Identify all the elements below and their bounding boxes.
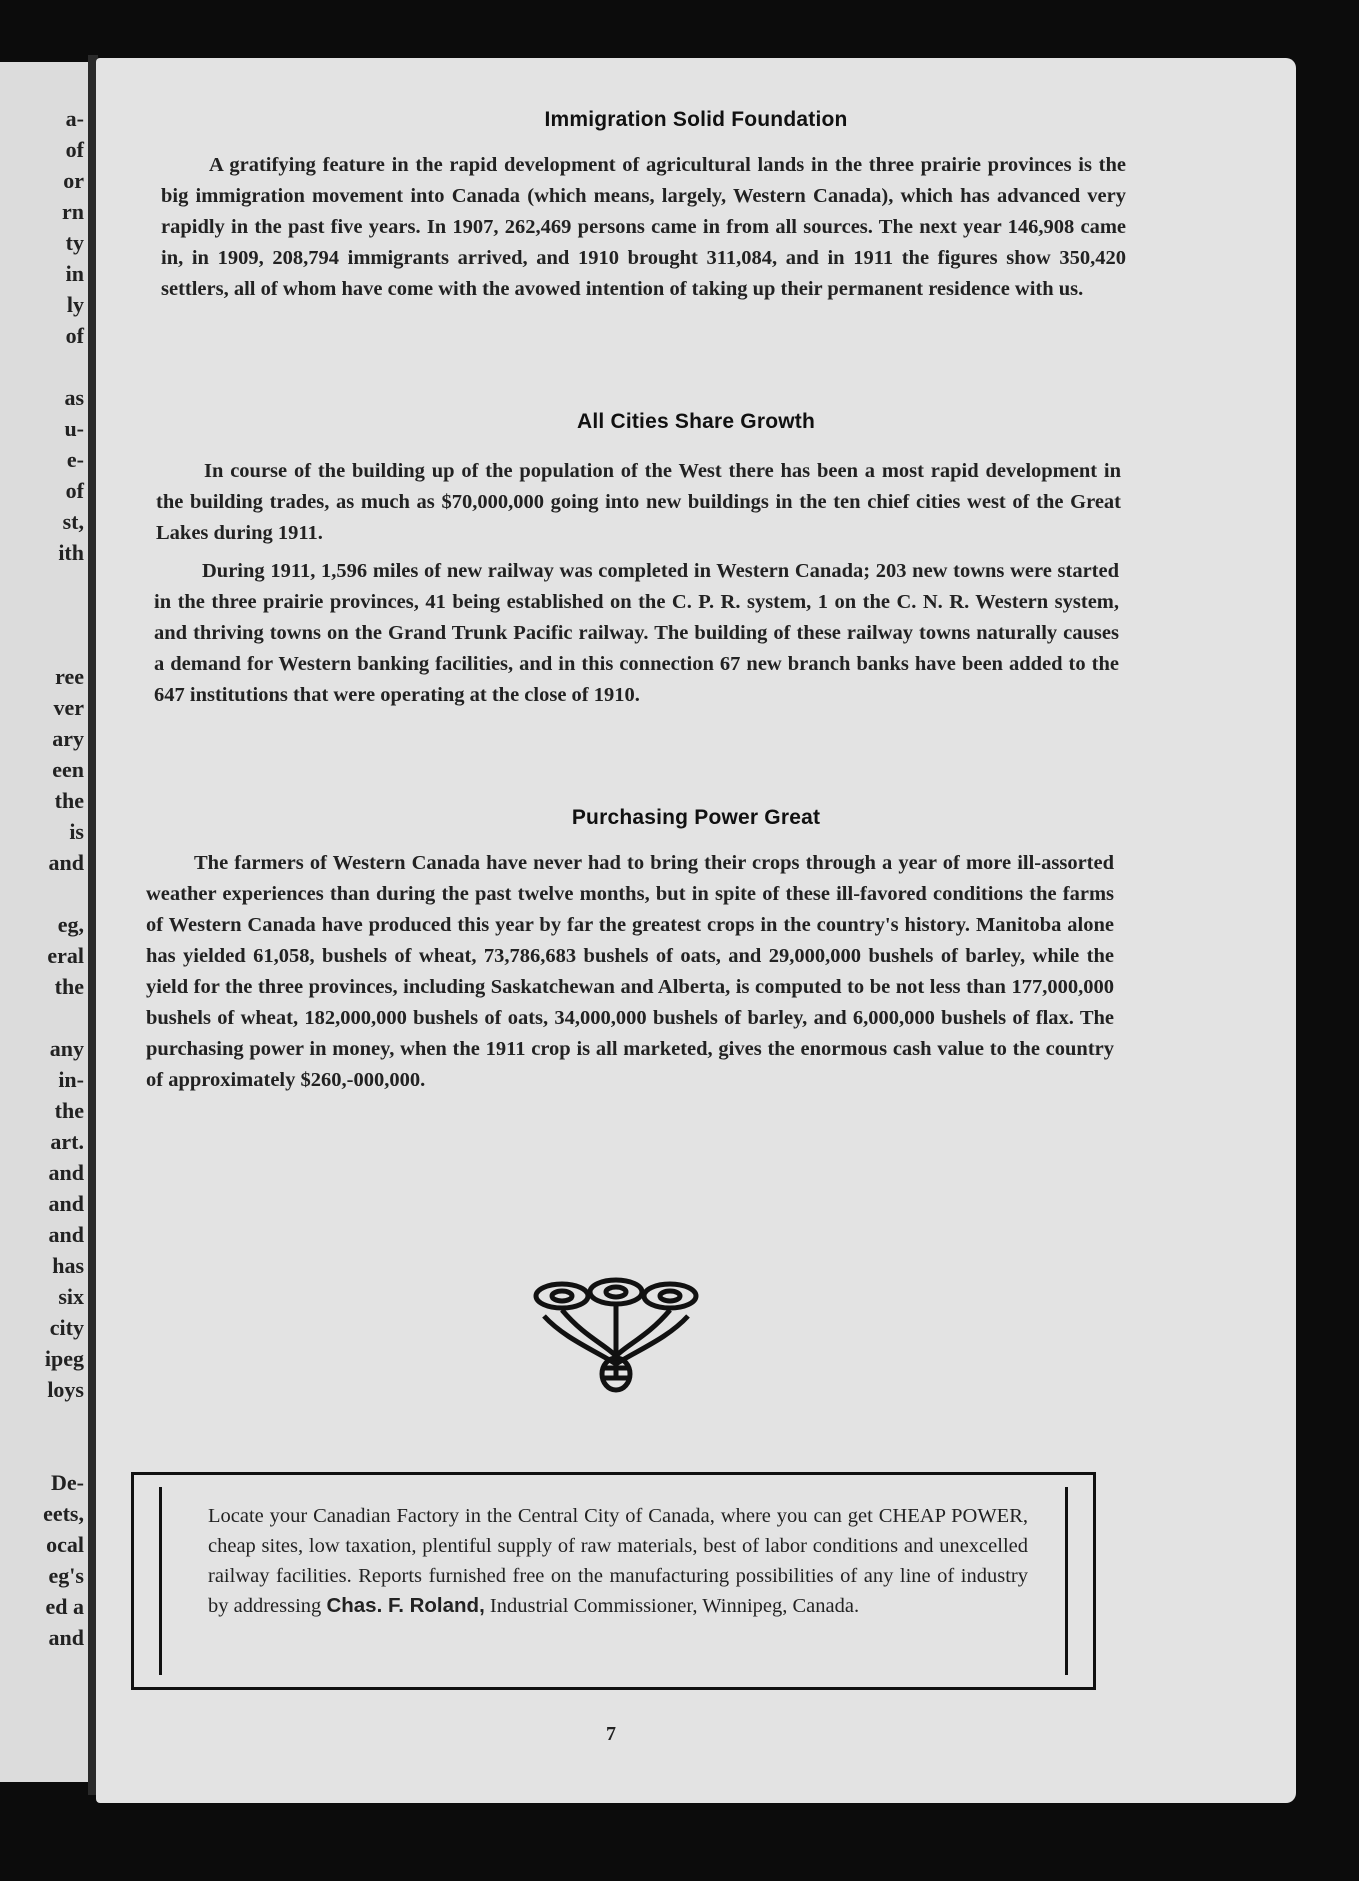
facing-page-fragment: een xyxy=(52,757,84,782)
facing-page-fragment: De- xyxy=(51,1470,84,1495)
paragraph-building-trades: In course of the building up of the population of the West there has been a most rapid development in the building trades, as much as $70,000,000 going into new buildings in the ten chief cities west of the Great Lakes during 1911. xyxy=(156,460,1121,544)
advertisement-box xyxy=(131,1472,1096,1690)
page xyxy=(96,58,1296,1803)
facing-page-fragment: any xyxy=(49,1036,84,1061)
page-number: 7 xyxy=(606,1723,616,1745)
facing-page-fragment: of xyxy=(65,137,84,162)
facing-page-fragment: ver xyxy=(53,695,84,720)
facing-page-fragment: of xyxy=(65,323,84,348)
facing-page-fragment: the xyxy=(54,1098,84,1123)
facing-page-fragment: ipeg xyxy=(44,1346,84,1371)
facing-page-fragment: of xyxy=(65,478,84,503)
facing-page xyxy=(0,62,92,1782)
facing-page-fragment: city xyxy=(49,1315,84,1340)
facing-page-fragment: e- xyxy=(66,447,84,472)
facing-page-fragment: and xyxy=(48,1222,84,1247)
facing-page-fragment: in- xyxy=(58,1067,84,1092)
facing-page-fragment: the xyxy=(54,788,84,813)
facing-page-fragment: as xyxy=(64,385,84,410)
facing-page-fragment: or xyxy=(63,168,84,193)
facing-page-fragment: and xyxy=(48,1160,84,1185)
facing-page-fragment: ary xyxy=(52,726,84,751)
facing-page-fragment: eets, xyxy=(43,1501,84,1526)
facing-page-fragment: ocal xyxy=(46,1532,84,1557)
facing-page-fragment: ly xyxy=(66,292,84,317)
facing-page-fragment: u- xyxy=(64,416,84,441)
commissioner-name: Chas. F. Roland, xyxy=(326,1594,485,1617)
facing-page-fragment: art. xyxy=(50,1129,84,1154)
facing-page-fragment: is xyxy=(69,819,84,844)
facing-page-fragment: and xyxy=(48,850,84,875)
facing-page-fragment: the xyxy=(54,974,84,999)
facing-page-fragment: st, xyxy=(62,509,84,534)
facing-page-fragment: eg's xyxy=(48,1563,84,1588)
advertisement-text xyxy=(208,1501,1028,1621)
facing-page-fragment: eg, xyxy=(57,912,84,937)
facing-page-fragment: has xyxy=(52,1253,84,1278)
paragraph-immigration: A gratifying feature in the rapid development of agricultural lands in the three prairie provinces is the big immigration movement into Canada (which means, largely, Western Canada), which has advanced very rapidly in the past five years. In 1907, 262,469 persons came in from all sources. The next year 146,908 came in, in 1909, 208,794 immigrants arrived, and 1910 brought 311,084, and in 1911 the figures show 350,420 settlers, all of whom have come with the avowed intention of taking up their permanent residence with us. xyxy=(161,154,1126,300)
heading-purchasing: Purchasing Power Great xyxy=(571,806,821,829)
facing-page-fragment: and xyxy=(48,1625,84,1650)
facing-page-fragment: eral xyxy=(47,943,84,968)
facing-page-fragment: ree xyxy=(55,664,84,689)
facing-page-fragment: ty xyxy=(65,230,84,255)
facing-page-fragment: rn xyxy=(62,199,84,224)
heading-cities: All Cities Share Growth xyxy=(577,410,815,433)
facing-page-fragment: six xyxy=(58,1284,84,1309)
facing-page-fragment: in xyxy=(65,261,84,286)
facing-page-fragment: loys xyxy=(47,1377,84,1402)
facing-page-fragment: ith xyxy=(58,540,84,565)
heading-immigration: Immigration Solid Foundation xyxy=(544,108,848,131)
paragraph-purchasing: The farmers of Western Canada have never had to bring their crops through a year of more ill-assorted weather experiences than during the past twelve months, but in spite of these ill-favored conditions the farms of Western Canada have produced this year by far the greatest crops in the country's history. Manitoba alone has yielded 61,058, bushels of wheat, 73,786,683 bushels of oats, and 29,000,000 bushels of barley, while the yield for the three provinces, including Saskatchewan and Alberta, is computed to be not less than 177,000,000 bushels of wheat, 182,000,000 bushels of oats, 34,000,000 bushels of barley, and 6,000,000 bushels of flax. The purchasing power in money, when the 1911 crop is all marketed, gives the enormous cash value to the country of approximately $260,-000,000. xyxy=(146,852,1114,1091)
advertisement-closing: Industrial Commissioner, Winnipeg, Canada. xyxy=(484,1595,860,1617)
facing-page-fragment: and xyxy=(48,1191,84,1216)
advertisement-body: Locate your Canadian Factory in the Central City of Canada, where you can get CHEAP POWER, cheap sites, low taxation, plentiful supply of raw materials, best of labor conditions and unexcelled railway facilities. Reports furnished free on the manufacturing possibilities of any line of industry by addressing xyxy=(208,1505,1028,1617)
floral-ornament xyxy=(524,1266,709,1396)
facing-page-fragment: ed a xyxy=(45,1594,84,1619)
paragraph-railway: During 1911, 1,596 miles of new railway was completed in Western Canada; 203 new towns were started in the three prairie provinces, 41 being established on the C. P. R. system, 1 on the C. N. R. Western system, and thriving towns on the Grand Trunk Pacific railway. The building of these railway towns naturally causes a demand for Western banking facilities, and in this connection 67 new branch banks have been added to the 647 institutions that were operating at the close of 1910. xyxy=(154,560,1119,706)
facing-page-fragment: a- xyxy=(65,106,84,131)
